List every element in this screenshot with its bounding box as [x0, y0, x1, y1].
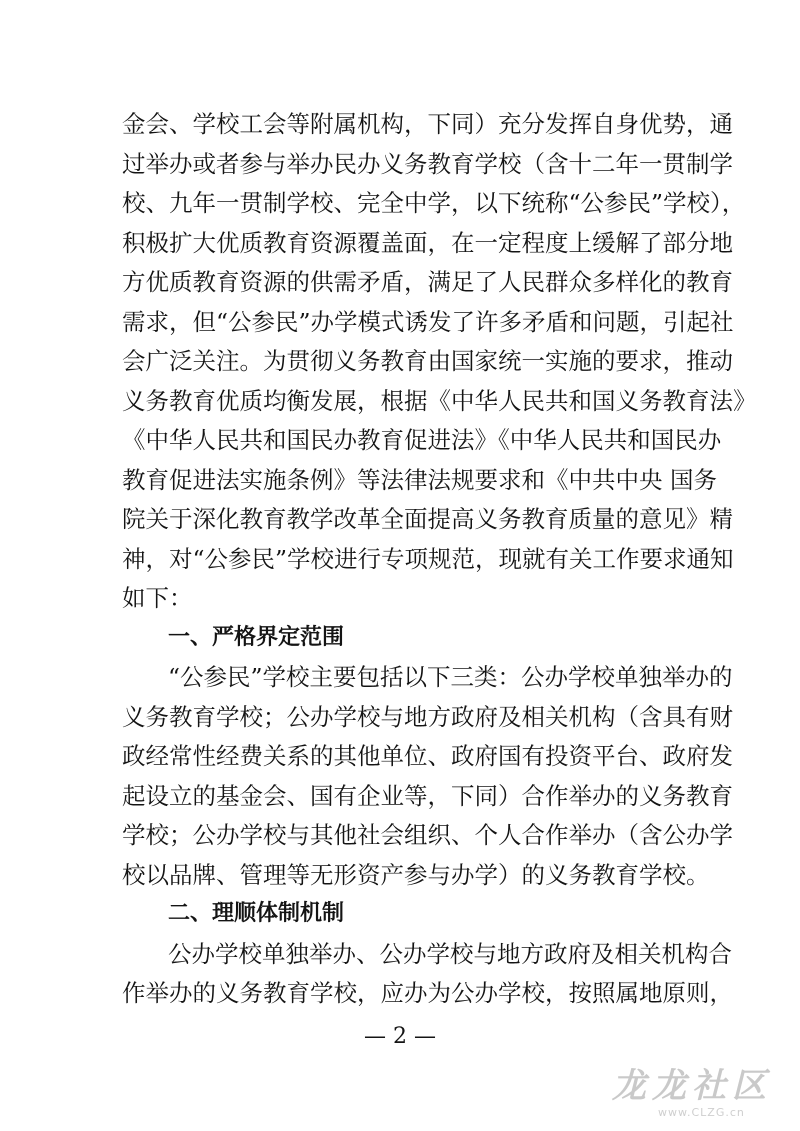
text-line-19: 学校；公办学校与其他社会组织、个人合作举办（含公办学	[122, 821, 733, 849]
site-watermark	[612, 1066, 792, 1124]
watermark-url: www.CLZG.cn	[658, 1106, 745, 1119]
text-line-6: 需求，但“公参民”办学模式诱发了许多矛盾和问题，引起社	[122, 307, 734, 336]
text-line-7: 会广泛关注。为贯彻义务教育由国家统一实施的要求，推动	[122, 347, 733, 375]
text-line-8: 义务教育优质均衡发展，根据《中华人民共和国义务教育法》	[122, 386, 757, 415]
text-line-10: 教育促进法实施条例》等法律法规要求和《中共中央 国务	[122, 465, 717, 494]
text-line-22: 公办学校单独举办、公办学校与地方政府及相关机构合	[168, 939, 732, 968]
section-heading-2: 二、理顺体制机制	[168, 901, 345, 926]
text-line-18: 起设立的基金会、国有企业等，下同）合作举办的义务教育	[122, 781, 733, 810]
text-line-2: 过举办或者参与举办民办义务教育学校（含十二年一贯制学	[122, 149, 733, 178]
text-line-13: 如下：	[122, 584, 193, 612]
text-line-16: 义务教育学校；公办学校与地方政府及相关机构（含具有财	[122, 702, 733, 731]
text-line-4: 积极扩大优质教育资源覆盖面，在一定程度上缓解了部分地	[122, 228, 733, 257]
text-line-20: 校以品牌、管理等无形资产参与办学）的义务教育学校。	[122, 860, 710, 889]
text-line-11: 院关于深化教育教学改革全面提高义务教育质量的意见》精	[122, 505, 733, 533]
text-line-17: 政经常性经费关系的其他单位、政府国有投资平台、政府发	[122, 742, 733, 770]
text-line-5: 方优质教育资源的供需矛盾，满足了人民群众多样化的教育	[122, 268, 733, 296]
page-number: — 2 —	[364, 1024, 436, 1049]
section-heading-1: 一、严格界定范围	[168, 624, 345, 650]
text-line-15: “公参民”学校主要包括以下三类：公办学校单独举办的	[168, 663, 733, 691]
text-line-23: 作举办的义务教育学校，应办为公办学校，按照属地原则，	[122, 979, 733, 1007]
text-line-1: 金会、学校工会等附属机构，下同）充分发挥自身优势，通	[122, 110, 733, 138]
text-line-12: 神，对“公参民”学校进行专项规范，现就有关工作要求通知	[122, 544, 734, 573]
text-line-9: 《中华人民共和国民办教育促进法》《中华人民共和国民办	[122, 426, 722, 454]
text-line-3: 校、九年一贯制学校、完全中学，以下统称“公参民”学校），	[122, 189, 746, 217]
watermark-logo: 龙龙社区	[612, 1066, 772, 1106]
